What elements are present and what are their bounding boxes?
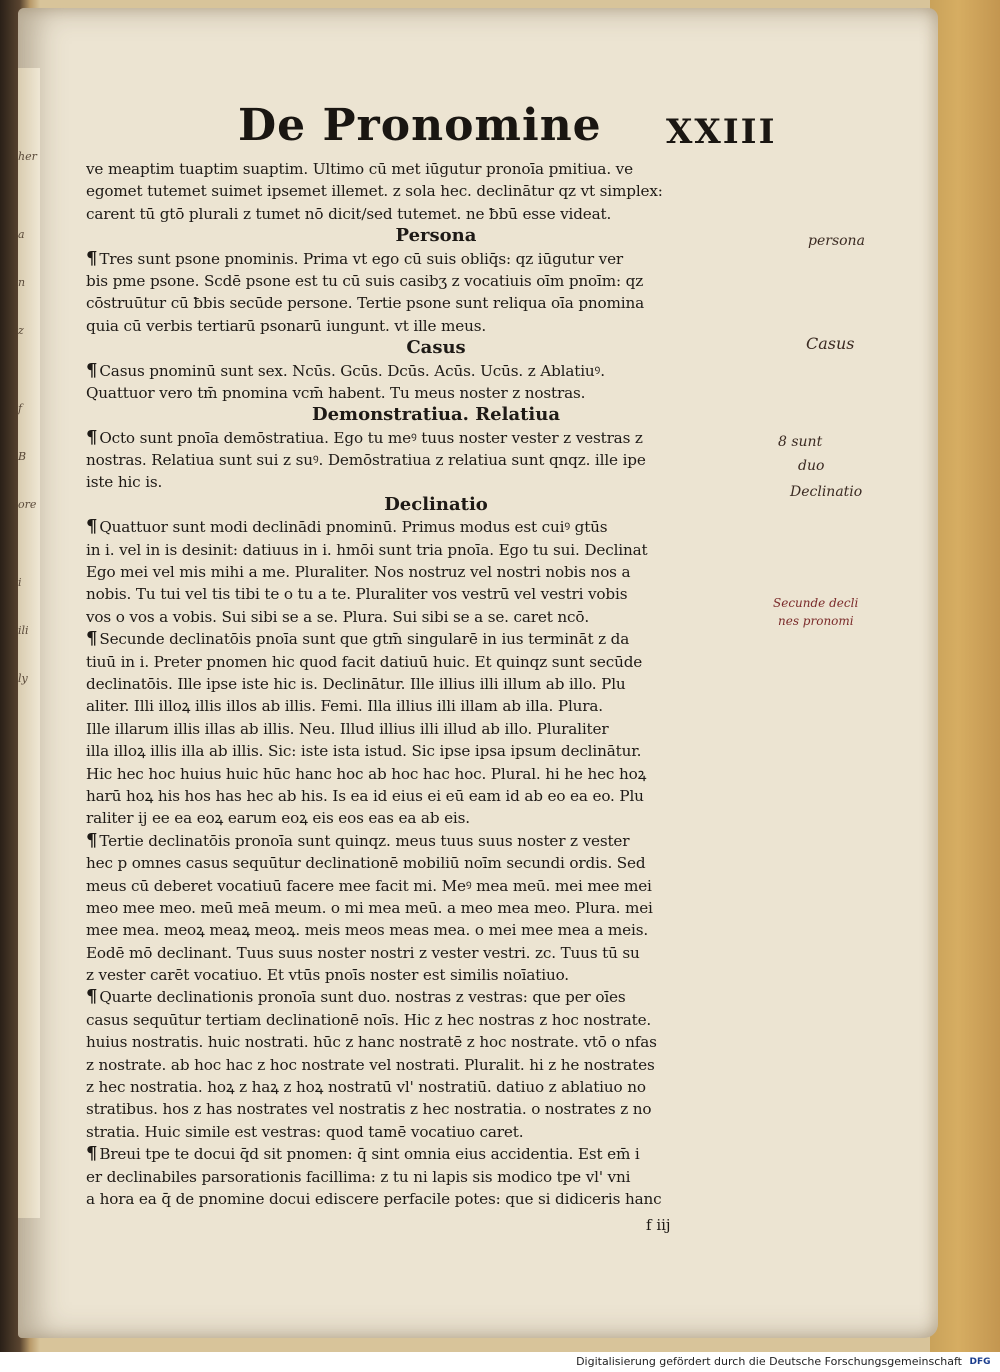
text-line	[86, 449, 786, 471]
text-line	[86, 561, 786, 583]
line-text: cōstruūtur cū ƀbis secūde persone. Tertie psone sunt reliqua oīa pnomina	[86, 294, 645, 313]
paragraph-start-line	[86, 986, 786, 1008]
pilcrow-icon: ¶	[86, 359, 98, 381]
text-line	[86, 1054, 786, 1076]
line-text: Quarte declinationis pronoīa sunt duo. nostras z vestras: que per oīes	[99, 988, 626, 1007]
line-text: mee mea. meoꝝ meaꝝ meoꝝ. meis meos meas mea. o mei mee mea a meis.	[86, 921, 649, 940]
text-line	[86, 382, 786, 404]
margin-note-secunde-b: nes pronomi	[778, 614, 854, 628]
line-text: in i. vel in is desinit: datiuus in i. hmōi sunt tria pnoīa. Ego tu sui. Declinat	[86, 540, 648, 559]
text-line	[86, 695, 786, 717]
text-line	[86, 1188, 786, 1210]
text-line	[86, 158, 786, 180]
margin-fragment: B	[18, 450, 27, 463]
left-margin-fragments	[18, 148, 38, 748]
text-line	[86, 651, 786, 673]
text-line	[86, 718, 786, 740]
margin-fragment: ili	[18, 624, 29, 637]
line-text: Tertie declinatōis pronoīa sunt quinqz. meus tuus suus noster z vester	[99, 831, 630, 850]
footer-credit: Digitalisierung gefördert durch die Deutsche Forschungsgemeinschaft	[576, 1355, 962, 1368]
folio-number: XXIII	[666, 112, 777, 152]
line-text: meo mee meo. meū meā meum. o mi mea meū. a meo mea meo. Plura. mei	[86, 898, 653, 917]
text-line	[86, 942, 786, 964]
text-line	[86, 203, 786, 225]
line-text: huius nostratis. huic nostrati. hūc z hanc nostratē z hoc nostrate. vtō o nfas	[86, 1033, 657, 1052]
book-page	[18, 8, 938, 1338]
text-line	[86, 1166, 786, 1188]
margin-note-duo: duo	[798, 458, 825, 474]
line-text: hec p omnes casus sequūtur declinationē mobiliū noīm secundi ordis. Sed	[86, 854, 646, 873]
line-text: bis pme psone. Scdē psone est tu cū suis casibʒ z vocatiuis oīm pnoīm: qz	[86, 271, 644, 290]
line-text: illa illoꝝ illis illa ab illis. Sic: iste ista istud. Sic ipse ipsa ipsum declinātur.	[86, 742, 642, 761]
line-text: Ille illarum illis illas ab illis. Neu. Illud illius illi illud ab illo. Pluraliter	[86, 719, 609, 738]
paragraph-start-line	[86, 360, 786, 382]
margin-note-8-sunt: 8 sunt	[778, 434, 823, 450]
line-text: Eodē mō declinant. Tuus suus noster nostri z vester vestri. zc. Tuus tū su	[86, 943, 640, 962]
line-text: carent tū gtō plurali z tumet nō dicit/sed tutemet. ne ƀbū esse videat.	[86, 204, 612, 223]
line-text: Tres sunt psone pnominis. Prima vt ego cū suis obliq̄s: qz iūgutur ver	[99, 249, 624, 268]
pilcrow-icon: ¶	[86, 986, 98, 1008]
pilcrow-icon: ¶	[86, 247, 98, 269]
line-text: tiuū in i. Preter pnomen hic quod facit datiuū huic. Et quinqz sunt secūde	[86, 652, 643, 671]
pilcrow-icon: ¶	[86, 516, 98, 538]
section-heading	[86, 404, 786, 426]
margin-fragment: f	[18, 402, 23, 415]
dfg-logo: DFG	[969, 1357, 991, 1367]
text-line	[86, 763, 786, 785]
section-heading	[86, 225, 786, 247]
text-line	[86, 875, 786, 897]
margin-fragment: ore	[18, 498, 37, 511]
footer-bar	[0, 1352, 1000, 1372]
line-text: raliter ij ee ea eoꝝ earum eoꝝ eis eos eas ea ab eis.	[86, 809, 470, 828]
paragraph-start-line	[86, 628, 786, 650]
signature-mark: f iij	[646, 1216, 671, 1234]
text-line	[86, 1009, 786, 1031]
section-heading	[86, 337, 786, 359]
text-line	[86, 785, 786, 807]
line-text: z vester carēt vocatiuo. Et vtūs pnoīs noster est similis noīatiuo.	[86, 966, 569, 985]
page-title: De Pronomine	[238, 100, 602, 151]
margin-fragment: her	[18, 150, 37, 163]
text-line	[86, 315, 786, 337]
text-line	[86, 606, 786, 628]
line-text: z nostrate. ab hoc hac z hoc nostrate vel nostrati. Pluralit. hi z he nostrates	[86, 1055, 655, 1074]
line-text: Quattuor vero tm̄ pnomina vcm̄ habent. Tu meus noster z nostras.	[86, 383, 586, 402]
margin-fragment: n	[18, 276, 26, 289]
text-line	[86, 1031, 786, 1053]
text-line	[86, 471, 786, 493]
line-text: egomet tutemet suimet ipsemet illemet. z sola hec. declinātur qz vt simplex:	[86, 182, 663, 201]
line-text: stratibus. hos z has nostrates vel nostratis z hec nostratia. o nostrates z no	[86, 1100, 652, 1119]
line-text: Octo sunt pnoīa demōstratiua. Ego tu meꝰ tuus noster vester z vestras z	[99, 428, 643, 447]
paragraph-start-line	[86, 516, 786, 538]
line-text: a hora ea q̄ de pnomine docui ediscere perfacile potes: que si didiceris hanc	[86, 1189, 662, 1208]
text-line	[86, 1076, 786, 1098]
line-text: er declinabiles parsorationis facillima: z tu ni lapis sis modico tpe vl' vni	[86, 1167, 631, 1186]
line-text: Casus pnominū sunt sex. Ncūs. Gcūs. Dcūs. Acūs. Ucūs. z Ablatiuꝰ.	[99, 361, 605, 380]
line-text: stratia. Huic simile est vestras: quod tamē vocatiuo caret.	[86, 1122, 524, 1141]
text-line	[86, 1121, 786, 1143]
line-text: ve meaptim tuaptim suaptim. Ultimo cū met iūgutur pronoīa pmitiua. ve	[86, 160, 633, 178]
text-line	[86, 1098, 786, 1120]
margin-fragment: i	[18, 576, 22, 589]
main-text-block	[86, 158, 786, 1210]
paragraph-start-line	[86, 1143, 786, 1165]
line-text: vos o vos a vobis. Sui sibi se a se. Plura. Sui sibi se a se. caret ncō.	[86, 607, 590, 626]
paragraph-start-line	[86, 427, 786, 449]
text-line	[86, 919, 786, 941]
margin-fragment: z	[18, 324, 24, 337]
text-line	[86, 897, 786, 919]
text-line	[86, 740, 786, 762]
pilcrow-icon: ¶	[86, 628, 98, 650]
text-line	[86, 964, 786, 986]
line-text: Quattuor sunt modi declinādi pnominū. Primus modus est cuiꝰ gtūs	[99, 518, 608, 537]
line-text: nostras. Relatiua sunt sui z suꝰ. Demōstratiua z relatiua sunt qnqz. ille ipe	[86, 451, 646, 470]
margin-note-persona: persona	[808, 233, 865, 249]
margin-note-casus: Casus	[806, 334, 855, 353]
text-line	[86, 852, 786, 874]
text-line	[86, 270, 786, 292]
line-text: Secunde declinatōis pnoīa sunt que gtm̄ singularē in ius termināt z da	[99, 630, 630, 649]
line-text: nobis. Tu tui vel tis tibi te o tu a te. Pluraliter vos vestrū vel vestri vobis	[86, 585, 628, 604]
line-text: Ego mei vel mis mihi a me. Pluraliter. Nos nostruz vel nostri nobis nos a	[86, 563, 631, 582]
text-line	[86, 539, 786, 561]
pilcrow-icon: ¶	[86, 829, 98, 851]
line-text: Casus	[406, 337, 466, 359]
pilcrow-icon: ¶	[86, 1143, 98, 1165]
text-line	[86, 292, 786, 314]
line-text: Breui tpe te docui q̄d sit pnomen: q̄ sint omnia eius accidentia. Est em̄ i	[99, 1145, 640, 1164]
line-text: Declinatio	[384, 493, 488, 515]
book-cover-edge	[930, 0, 1000, 1352]
line-text: meus cū deberet vocatiuū facere mee facit mi. Meꝰ mea meū. mei mee mei	[86, 876, 652, 895]
margin-note-secunde-a: Secunde decli	[773, 596, 859, 610]
line-text: harū hoꝝ his hos has hec ab his. Is ea id eius ei eū eam id ab eo ea eo. Plu	[86, 786, 644, 805]
text-line	[86, 673, 786, 695]
pilcrow-icon: ¶	[86, 426, 98, 448]
text-line	[86, 807, 786, 829]
margin-note-declinatio: Declinatio	[790, 484, 863, 500]
line-text: quia cū verbis tertiarū psonarū iungunt. vt ille meus.	[86, 316, 487, 335]
paragraph-start-line	[86, 830, 786, 852]
line-text: aliter. Illi illoꝝ illis illos ab illis. Femi. Illa illius illi illam ab illa. Plura.	[86, 697, 603, 716]
section-heading	[86, 494, 786, 516]
line-text: iste hic is.	[86, 473, 163, 492]
paragraph-start-line	[86, 248, 786, 270]
line-text: Persona	[395, 225, 477, 247]
running-header	[218, 100, 818, 160]
margin-fragment: ly	[18, 672, 28, 685]
line-text: Hic hec hoc huius huic hūc hanc hoc ab hoc hac hoc. Plural. hi he hec hoꝝ	[86, 764, 647, 783]
line-text: z hec nostratia. hoꝝ z haꝝ z hoꝝ nostratū vl' nostratiū. datiuo z ablatiuo no	[86, 1078, 646, 1097]
line-text: casus sequūtur tertiam declinationē noīs. Hic z hec nostras z hoc nostrate.	[86, 1010, 652, 1029]
line-text: declinatōis. Ille ipse iste hic is. Declinātur. Ille illius illi illum ab illo. Plu	[86, 674, 626, 693]
text-line	[86, 180, 786, 202]
line-text: Demonstratiua. Relatiua	[311, 404, 561, 426]
text-line	[86, 583, 786, 605]
margin-fragment: a	[18, 228, 25, 241]
